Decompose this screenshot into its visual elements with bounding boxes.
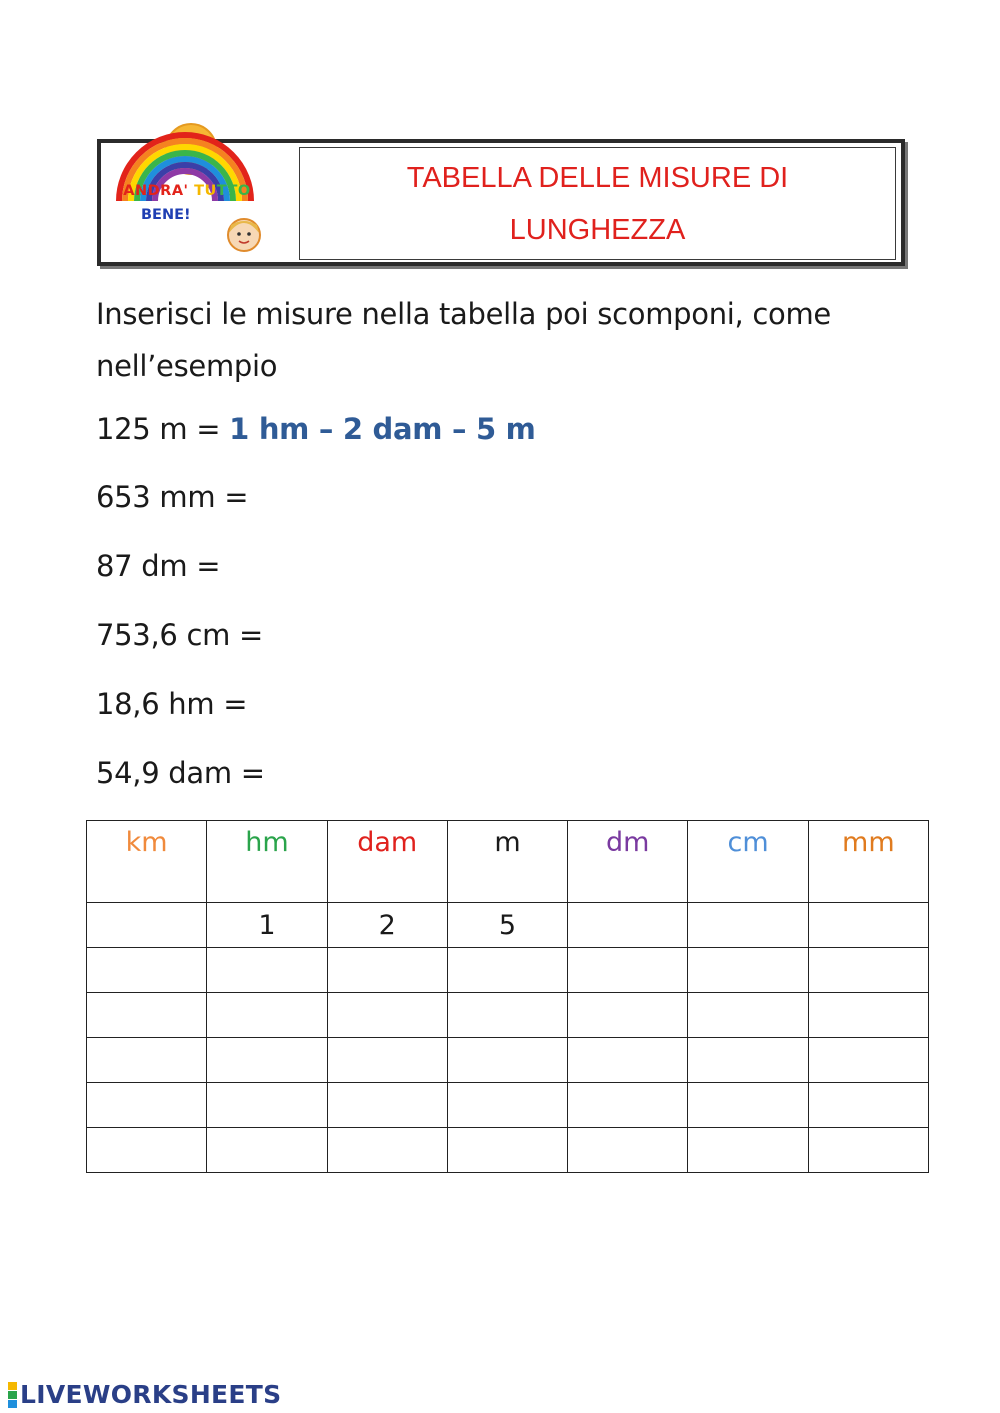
header-hm: hm — [207, 821, 327, 903]
table-cell-cm[interactable] — [688, 903, 808, 948]
table-cell-mm[interactable] — [808, 1038, 928, 1083]
table-cell-cm[interactable] — [688, 993, 808, 1038]
exercise-line: 87 dm = — [96, 549, 221, 583]
exercise-line: 753,6 cm = — [96, 618, 263, 652]
table-row — [87, 1083, 929, 1128]
table-cell-dam[interactable] — [327, 1083, 447, 1128]
header-m: m — [447, 821, 567, 903]
table-cell-km[interactable] — [87, 993, 207, 1038]
title-line-2: LUNGHEZZA — [509, 213, 686, 246]
table-cell-km[interactable] — [87, 948, 207, 993]
table-cell-dam[interactable] — [327, 948, 447, 993]
example-line — [96, 412, 536, 446]
table-cell-cm[interactable] — [688, 1128, 808, 1173]
table-cell-km[interactable] — [87, 903, 207, 948]
table-row — [87, 993, 929, 1038]
instructions-text: Inserisci le misure nella tabella poi scomponi, come nell’esempio — [96, 297, 831, 383]
table-cell-dm[interactable] — [568, 948, 688, 993]
table-row — [87, 948, 929, 993]
table-cell-cm[interactable] — [688, 1083, 808, 1128]
rainbow-logo — [105, 121, 293, 263]
exercise-line: 18,6 hm = — [96, 687, 248, 721]
table-cell-hm[interactable] — [207, 993, 327, 1038]
table-cell-dam[interactable]: 2 — [327, 903, 447, 948]
table-cell-hm[interactable]: 1 — [207, 903, 327, 948]
table-cell-dm[interactable] — [568, 993, 688, 1038]
table-cell-m[interactable] — [447, 1083, 567, 1128]
example-answer: 1 hm – 2 dam – 5 m — [229, 412, 536, 446]
table-cell-m[interactable] — [447, 993, 567, 1038]
header-dm: dm — [568, 821, 688, 903]
header-cm: cm — [688, 821, 808, 903]
table-cell-hm[interactable] — [207, 948, 327, 993]
header-mm: mm — [808, 821, 928, 903]
example-prefix: 125 m = — [96, 412, 230, 446]
table-cell-dm[interactable] — [568, 1083, 688, 1128]
footer-brand: LIVEWORKSHEETS — [20, 1380, 282, 1409]
table-cell-mm[interactable] — [808, 948, 928, 993]
table-cell-m[interactable]: 5 — [447, 903, 567, 948]
table-cell-dam[interactable] — [327, 993, 447, 1038]
table-cell-km[interactable] — [87, 1038, 207, 1083]
table-cell-cm[interactable] — [688, 1038, 808, 1083]
table-cell-cm[interactable] — [688, 948, 808, 993]
title-line-1: TABELLA DELLE MISURE DI — [406, 161, 789, 194]
logo-text-andra-tutto: ANDRA' TUTTO — [123, 183, 251, 199]
table-cell-m[interactable] — [447, 1128, 567, 1173]
table-cell-dam[interactable] — [327, 1038, 447, 1083]
table-cell-mm[interactable] — [808, 1083, 928, 1128]
table-row — [87, 903, 929, 948]
table-cell-mm[interactable] — [808, 1128, 928, 1173]
exercise-line: 653 mm = — [96, 480, 249, 514]
table-cell-mm[interactable] — [808, 993, 928, 1038]
table-cell-hm[interactable] — [207, 1128, 327, 1173]
logo-text-bene: BENE! — [141, 207, 191, 223]
page-title — [299, 147, 896, 260]
table-cell-dm[interactable] — [568, 1128, 688, 1173]
table-cell-km[interactable] — [87, 1128, 207, 1173]
table-cell-m[interactable] — [447, 948, 567, 993]
table-cell-m[interactable] — [447, 1038, 567, 1083]
table-row — [87, 1128, 929, 1173]
table-cell-mm[interactable] — [808, 903, 928, 948]
liveworksheets-footer — [8, 1380, 281, 1409]
table-cell-hm[interactable] — [207, 1038, 327, 1083]
table-cell-dam[interactable] — [327, 1128, 447, 1173]
table-header-row — [87, 821, 929, 903]
table-cell-hm[interactable] — [207, 1083, 327, 1128]
header-km: km — [87, 821, 207, 903]
table-row — [87, 1038, 929, 1083]
table-cell-km[interactable] — [87, 1083, 207, 1128]
table-cell-dm[interactable] — [568, 903, 688, 948]
exercise-line: 54,9 dam = — [96, 756, 265, 790]
header-dam: dam — [327, 821, 447, 903]
header-box — [97, 139, 905, 266]
measures-table — [86, 820, 929, 1173]
liveworksheets-logo-icon — [8, 1382, 17, 1408]
table-cell-dm[interactable] — [568, 1038, 688, 1083]
